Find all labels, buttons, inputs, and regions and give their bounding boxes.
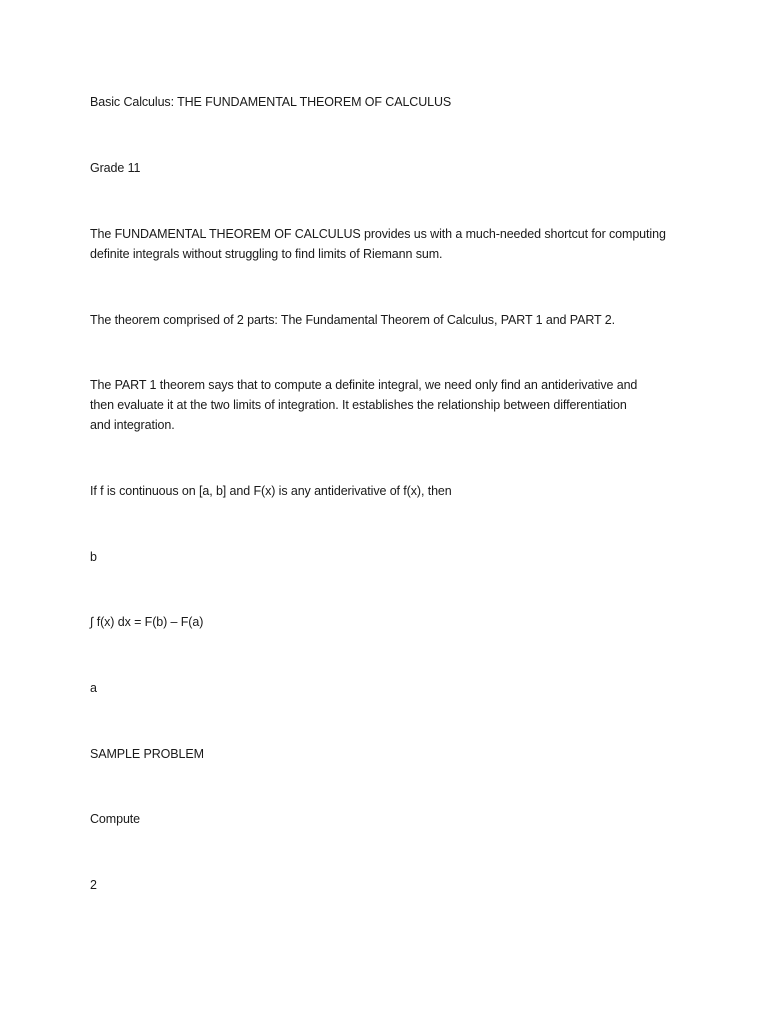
- integral-formula: ∫ f(x) dx = F(b) – F(a): [90, 615, 204, 629]
- integral-lower-limit: a: [90, 681, 97, 695]
- sample-problem-heading: SAMPLE PROBLEM: [90, 747, 204, 761]
- integral-upper-limit: b: [90, 550, 97, 564]
- parts-paragraph: The theorem comprised of 2 parts: The Fundamental Theorem of Calculus, PART 1 and PART 2.: [90, 313, 615, 327]
- part1-paragraph-line-3: and integration.: [90, 418, 175, 432]
- intro-paragraph-line-1: The FUNDAMENTAL THEOREM OF CALCULUS provides us with a much-needed shortcut for computing: [90, 227, 666, 241]
- sample-upper-limit: 2: [90, 878, 97, 892]
- part1-paragraph-line-1: The PART 1 theorem says that to compute a definite integral, we need only find an antiderivative and: [90, 378, 638, 392]
- compute-label: Compute: [90, 812, 141, 826]
- part1-paragraph-line-2: then evaluate it at the two limits of integration. It establishes the relationship between differentiation: [90, 398, 627, 412]
- condition-statement: If f is continuous on [a, b] and F(x) is any antiderivative of f(x), then: [90, 484, 452, 498]
- grade-label: Grade 11: [90, 161, 141, 175]
- document-title: Basic Calculus: THE FUNDAMENTAL THEOREM OF CALCULUS: [90, 95, 452, 109]
- intro-paragraph-line-2: definite integrals without struggling to find limits of Riemann sum.: [90, 247, 443, 261]
